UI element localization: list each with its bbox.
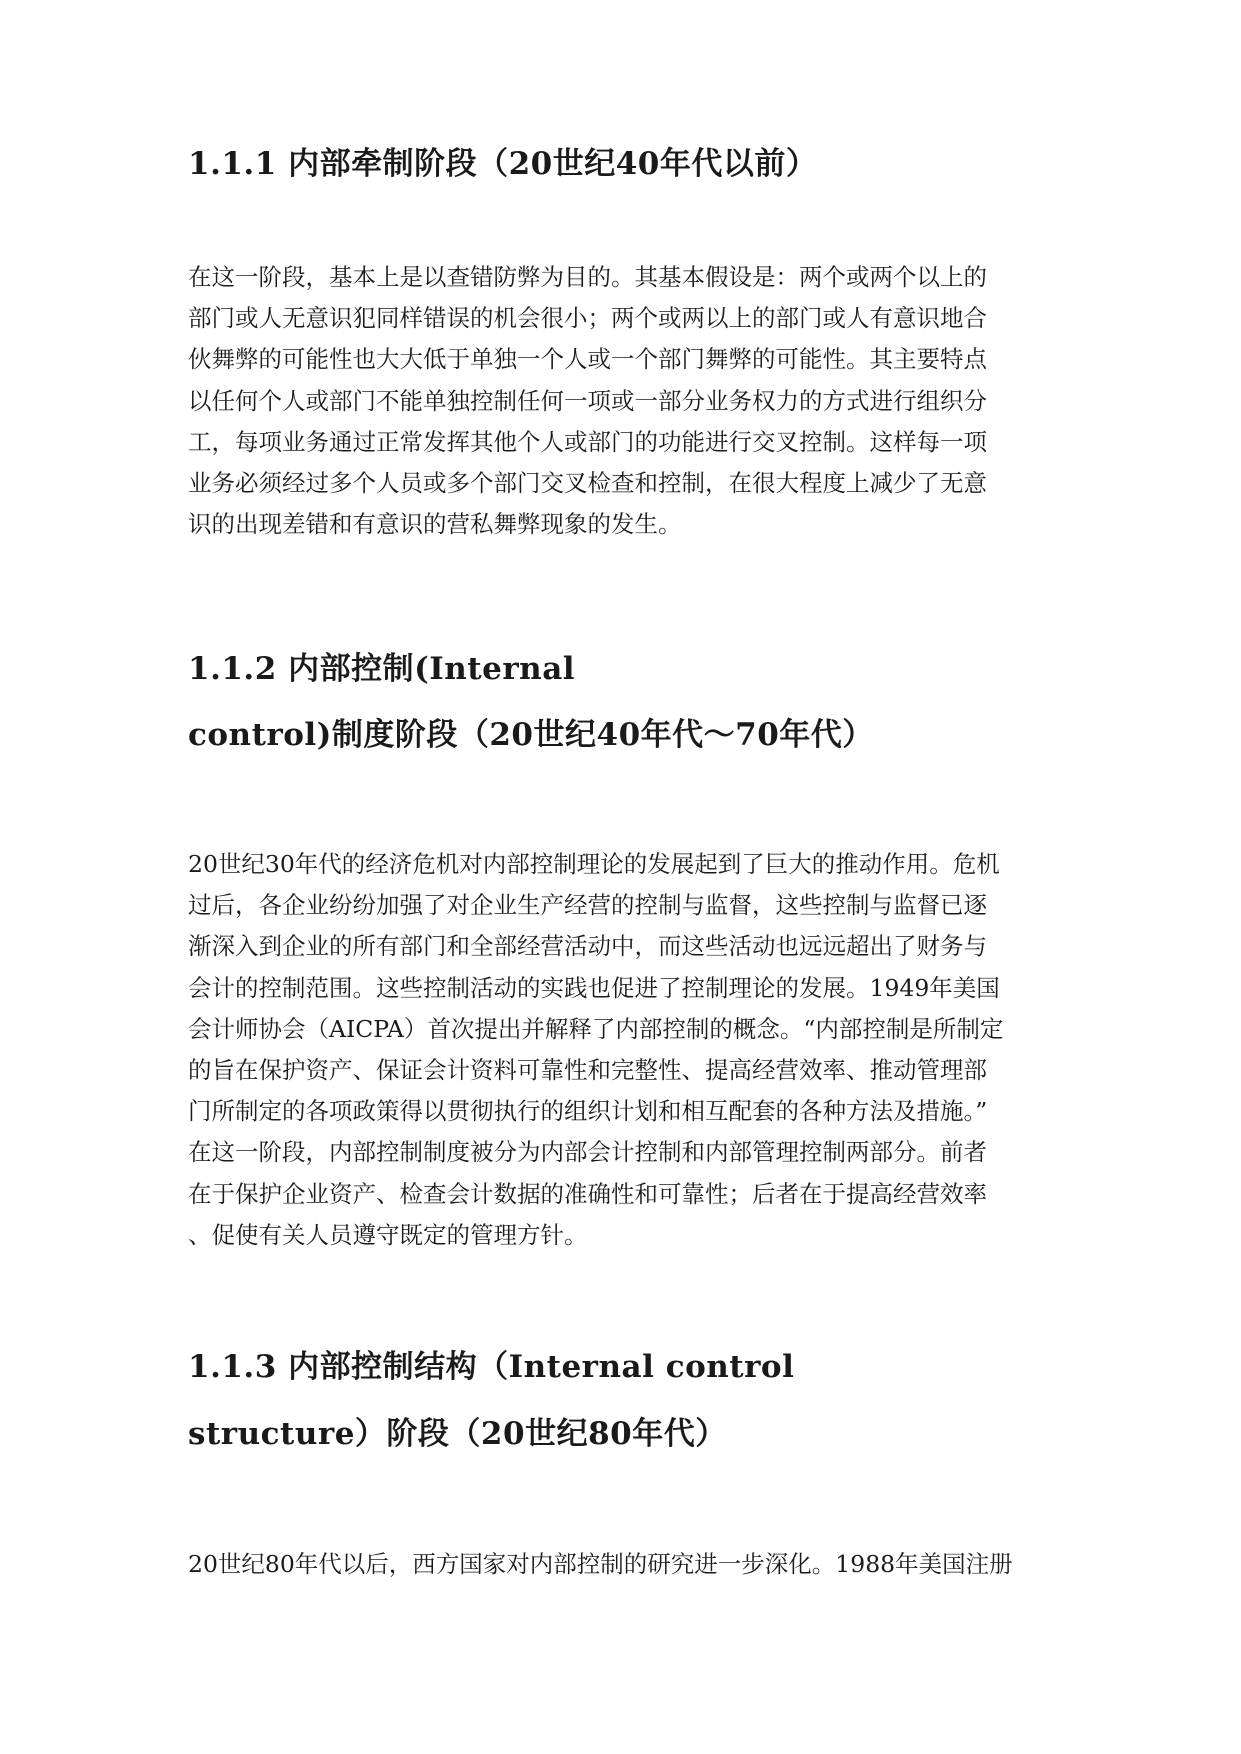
paragraph-line: 过后，各企业纷纷加强了对企业生产经营的控制与监督，这些控制与监督已逐 <box>188 891 987 920</box>
paragraph-line: 在这一阶段，内部控制制度被分为内部会计控制和内部管理控制两部分。前者 <box>188 1138 987 1167</box>
paragraph-line: 会计的控制范围。这些控制活动的实践也促进了控制理论的发展。1949年美国 <box>188 973 1000 1002</box>
section-heading-1-1-1 <box>188 146 817 182</box>
paragraph-line: 渐深入到企业的所有部门和全部经营活动中，而这些活动也远远超出了财务与 <box>188 932 987 961</box>
heading-line: control)制度阶段（20世纪40年代～70年代） <box>188 717 874 753</box>
heading-line: structure）阶段（20世纪80年代） <box>188 1416 727 1452</box>
section-paragraph-1-1-1 <box>188 257 987 545</box>
paragraph-line: 的旨在保护资产、保证会计资料可靠性和完整性、提高经营效率、推动管理部 <box>188 1056 987 1085</box>
paragraph-line: 门所制定的各项政策得以贯彻执行的组织计划和相互配套的各种方法及措施。” <box>188 1097 988 1126</box>
section-paragraph-1-1-2 <box>188 844 1003 1256</box>
paragraph-line: 伙舞弊的可能性也大大低于单独一个人或一个部门舞弊的可能性。其主要特点 <box>188 345 987 374</box>
section-heading-1-1-3-continued <box>188 1416 727 1452</box>
section-paragraph-1-1-3 <box>188 1544 1013 1585</box>
heading-line: 1.1.1 内部牵制阶段（20世纪40年代以前） <box>188 146 818 182</box>
paragraph-line: 20世纪80年代以后，西方国家对内部控制的研究进一步深化。1988年美国注册 <box>188 1550 1013 1578</box>
section-heading-1-1-2-continued <box>188 717 874 753</box>
paragraph-line: 会计师协会（AICPA）首次提出并解释了内部控制的概念。“内部控制是所制定 <box>188 1014 1004 1043</box>
paragraph-line: 、促使有关人员遵守既定的管理方针。 <box>188 1220 588 1249</box>
section-heading-1-1-2 <box>188 651 575 687</box>
paragraph-line: 工，每项业务通过正常发挥其他个人或部门的功能进行交叉控制。这样每一项 <box>188 427 987 456</box>
paragraph-line: 在这一阶段，基本上是以查错防弊为目的。其基本假设是：两个或两个以上的 <box>188 263 987 291</box>
paragraph-line: 部门或人无意识犯同样错误的机会很小；两个或两以上的部门或人有意识地合 <box>188 304 987 333</box>
paragraph-line: 业务必须经过多个人员或多个部门交叉检查和控制，在很大程度上减少了无意 <box>188 469 987 498</box>
paragraph-line: 以任何个人或部门不能单独控制任何一项或一部分业务权力的方式进行组织分 <box>188 386 987 415</box>
section-heading-1-1-3 <box>188 1349 794 1385</box>
heading-line: 1.1.2 内部控制(Internal <box>188 651 576 687</box>
heading-line: 1.1.3 内部控制结构（Internal control <box>188 1349 795 1385</box>
paragraph-line: 识的出现差错和有意识的营私舞弊现象的发生。 <box>188 510 682 539</box>
paragraph-line: 20世纪30年代的经济危机对内部控制理论的发展起到了巨大的推动作用。危机 <box>188 850 1000 878</box>
paragraph-line: 在于保护企业资产、检查会计数据的准确性和可靠性；后者在于提高经营效率 <box>188 1179 987 1208</box>
